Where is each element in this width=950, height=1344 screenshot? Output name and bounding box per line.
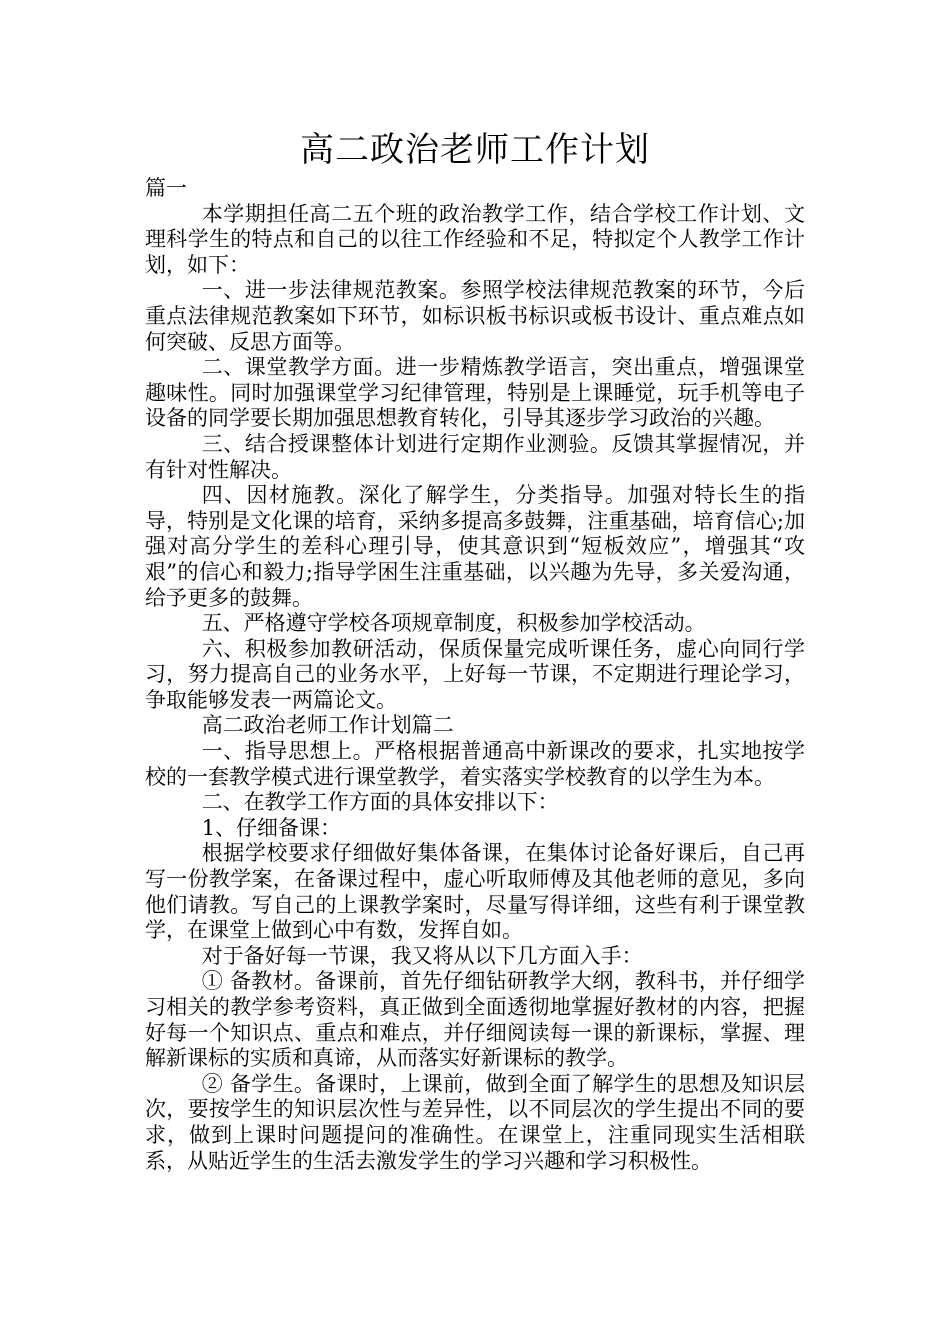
paragraph: 根据学校要求仔细做好集体备课，在集体讨论备好课后，自己再写一份教学案，在备课过程中，虚心听取师傅及其他老师的意见，多向他们请教。写自己的上课教学案时，尽量写得详细，这些有利于课堂教学，在课堂上做到心中有数，发挥自如。 — [145, 841, 805, 943]
section-label: 篇一 — [145, 176, 187, 200]
list-item: ① 备教材。备课前，首先仔细钻研教学大纲，教科书，并仔细学习相关的教学参考资料，真正做到全面透彻地掌握好教材的内容，把握好每一个知识点、重点和难点，并仔细阅读每一课的新课标，掌握、理解新课标的实质和真谛，从而落实好新课标的教学。 — [145, 969, 805, 1071]
paragraph: 四、因材施教。深化了解学生，分类指导。加强对特长生的指导，特别是文化课的培育，采纳多提高多鼓舞，注重基础，培育信心;加强对高分学生的差科心理引导，使其意识到“短板效应”，增强其“攻艰”的信心和毅力;指导学困生注重基础，以兴趣为先导，多关爱沟通，给予更多的鼓舞。 — [145, 483, 805, 610]
subheading: 1、仔细备课： — [201, 815, 342, 840]
paragraph: 六、积极参加教研活动，保质保量完成听课任务，虚心向同行学习，努力提高自己的业务水平，上好每一节课，不定期进行理论学习，争取能够发表一两篇论文。 — [145, 636, 805, 712]
paragraph: 对于备好每一节课，我又将从以下几方面入手： — [201, 943, 643, 968]
paragraph: 二、在教学工作方面的具体安排以下： — [201, 790, 559, 815]
list-item: ② 备学生。备课时，上课前，做到全面了解学生的思想及知识层次，要按学生的知识层次性与差异性，以不同层次的学生提出不同的要求，做到上课时问题提问的准确性。在课堂上，注重同现实生活相联系，从贴近学生的生活去激发学生的学习兴趣和学习积极性。 — [145, 1071, 805, 1173]
paragraph: 一、指导思想上。严格根据普通高中新课改的要求，扎实地按学校的一套教学模式进行课堂教学，着实落实学校教育的以学生为本。 — [145, 739, 805, 789]
document-body — [145, 176, 805, 1174]
paragraph: 三、结合授课整体计划进行定期作业测验。反馈其掌握情况，并有针对性解决。 — [145, 431, 805, 482]
paragraph: 一、进一步法律规范教案。参照学校法律规范教案的环节，今后重点法律规范教案如下环节，如标识板书标识或板书设计、重点难点如何突破、反思方面等。 — [145, 278, 805, 354]
paragraph: 五、严格遵守学校各项规章制度，积极参加学校活动。 — [201, 611, 706, 636]
paragraph: 二、课堂教学方面。进一步精炼教学语言，突出重点，增强课堂趣味性。同时加强课堂学习纪律管理，特别是上课睡觉，玩手机等电子设备的同学要长期加强思想教育转化，引导其逐步学习政治的兴趣。 — [145, 355, 805, 431]
paragraph: 本学期担任高二五个班的政治教学工作，结合学校工作计划、文理科学生的特点和自己的以往工作经验和不足，特拟定个人教学工作计划，如下： — [145, 201, 805, 277]
document-title: 高二政治老师工作计划 — [300, 130, 650, 170]
section-heading: 高二政治老师工作计划篇二 — [201, 713, 454, 738]
